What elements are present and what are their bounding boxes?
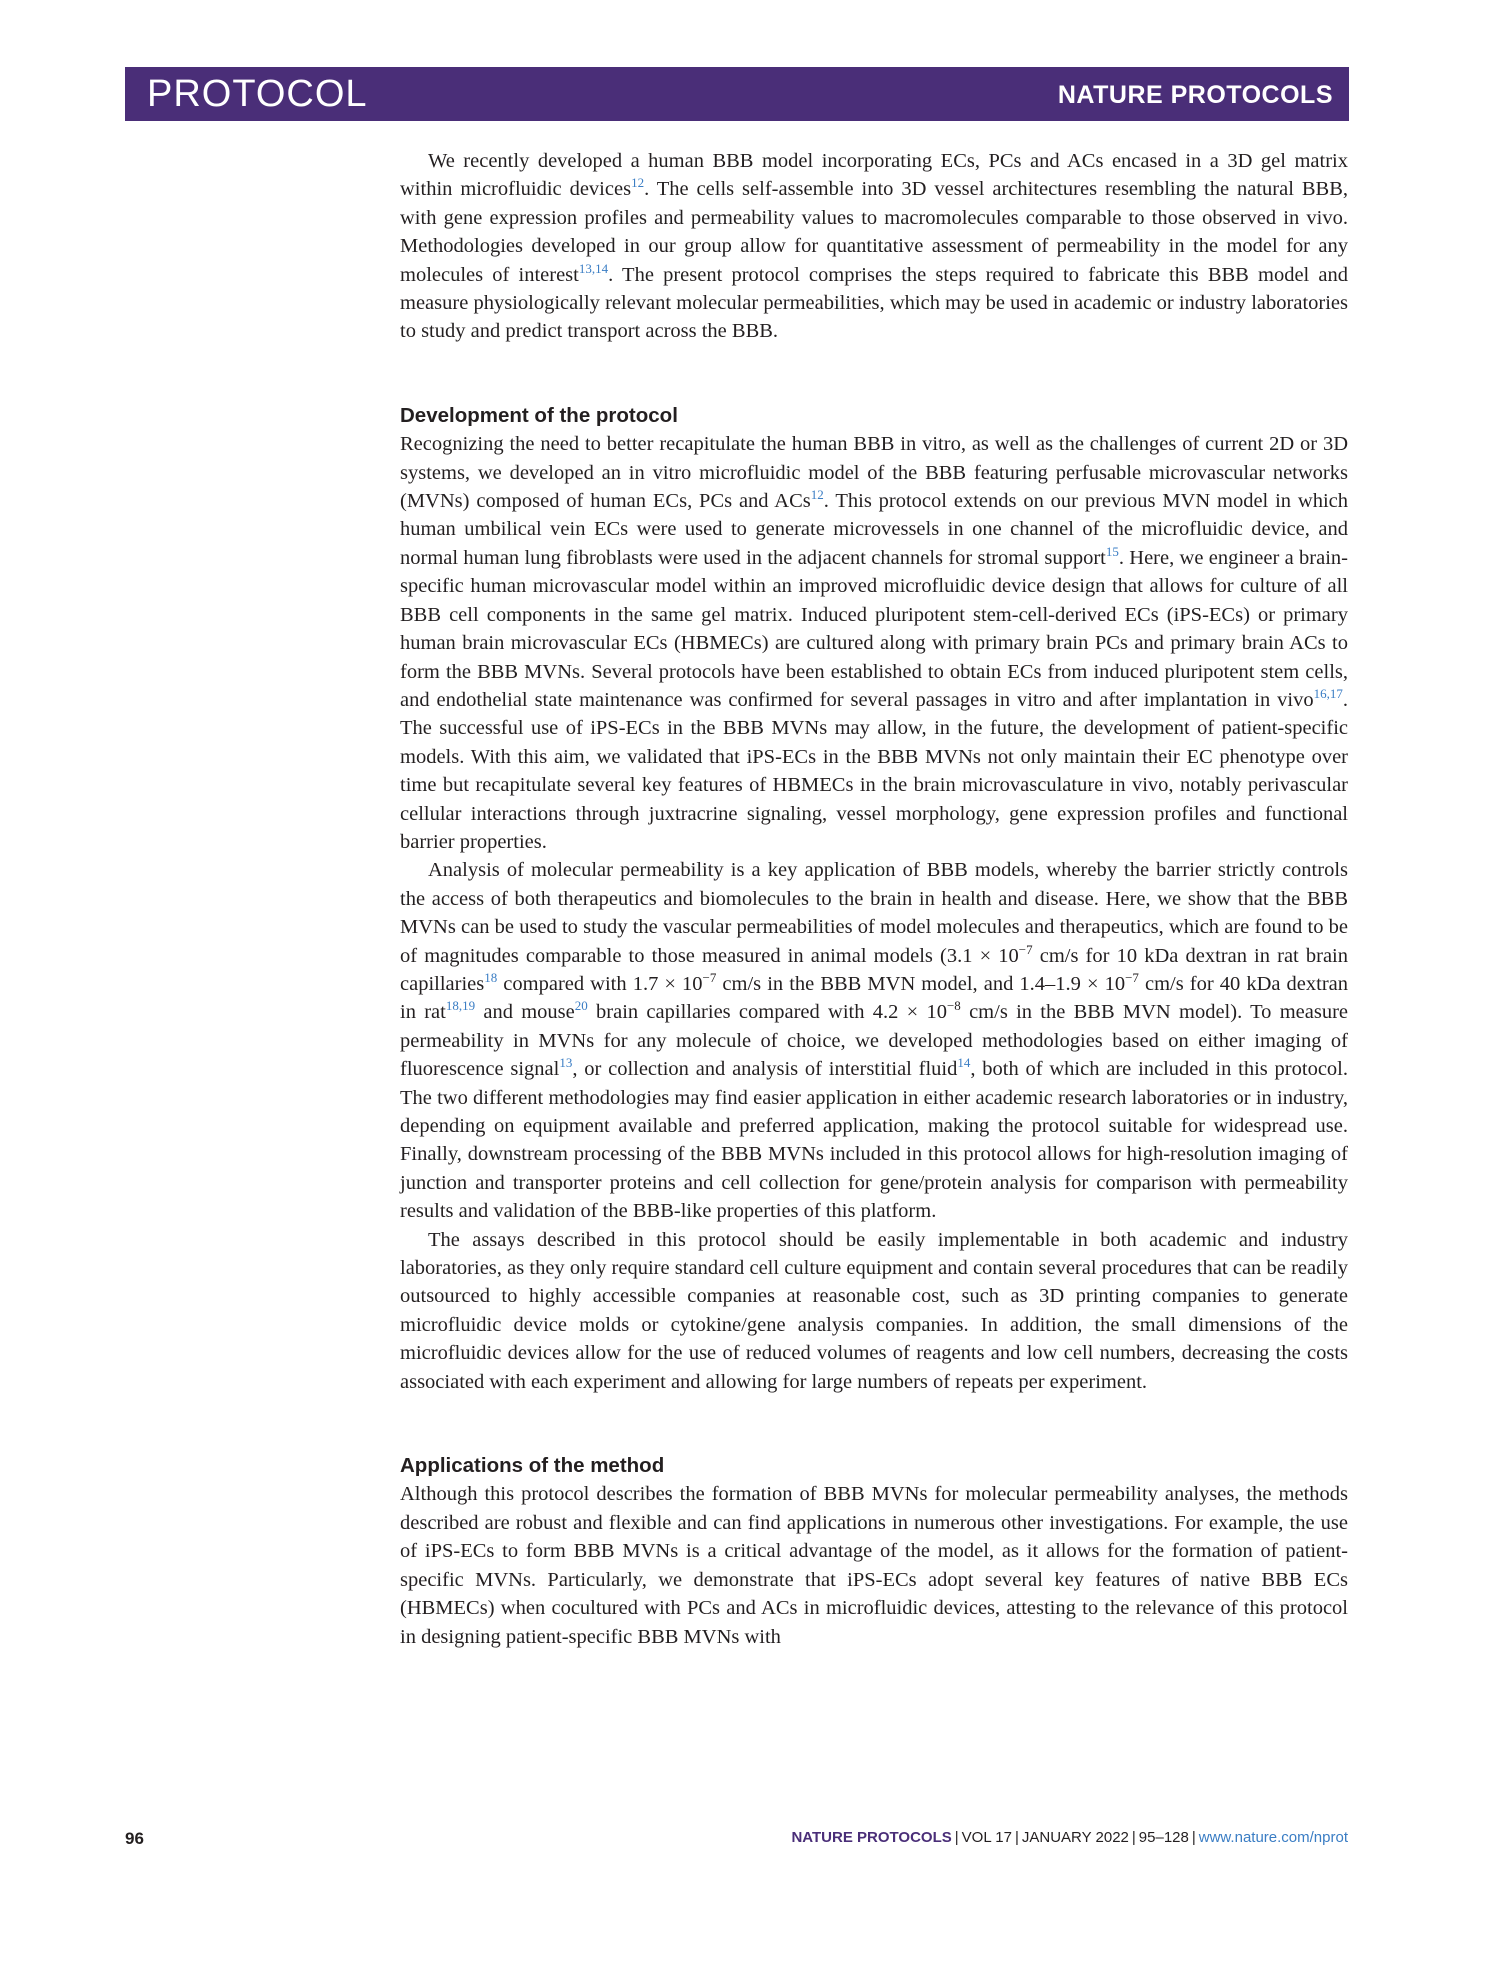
footer-journal: NATURE PROTOCOLS xyxy=(791,1829,952,1846)
citation-ref[interactable]: 15 xyxy=(1105,544,1119,560)
paragraph-development-2: Analysis of molecular permeability is a key application of BBB models, whereby the barrier strictly controls the access of both therapeutics and biomolecules to the brain in health and disease. Here, we show that the BBB MVNs can be used to study the vascular permeabilities of model molecules and therapeutics, which are found to be of magnitudes comparable to those measured in animal models ($3.1 \times 10^{-7}$ cm/s for 10 kDa dextran in rat brain capillaries$^{18}$ compared with $1.7 \times 10^{-7}$ cm/s in the BBB MVN model, and $1.4-1.9 \times 10^{-7}$ cm/s for 40 kDa dextran in rat$^{18,19}$ and mouse$^{20}$ brain capillaries compared with $4.2 \times 10^{-8}$ cm/s in the BBB MVN model). To measure permeability in MVNs for any molecule of choice, we developed methodologies based on either imaging of fluorescence signal$^{13}$, or collection and analysis of interstitial fluid$^{14}$, both of which are included in this protocol. The two different methodologies may find easier application in either academic research laboratories or in industry, depending on equipment available and preferred application, making the protocol suitable for widespread use. Finally, downstream processing of the BBB MVNs included in this protocol allows for high-resolution imaging of junction and transporter proteins and cell collection for gene/protein analysis for comparison with permeability results and validation of the BBB-like properties of this platform. xyxy=(400,859,1349,1223)
citation-ref[interactable]: 18,19 xyxy=(445,998,476,1014)
footer-volume: VOL 17 xyxy=(961,1829,1012,1846)
section-label: PROTOCOL xyxy=(147,73,368,115)
citation-ref[interactable]: 16,17 xyxy=(1313,686,1343,702)
paragraph-development-1: Recognizing the need to better recapitulate the human BBB in vitro, as well as the challenges of current 2D or 3D systems, we developed an in vitro microfluidic model of the BBB featuring perfusable microvascular networks (MVNs) composed of human ECs, PCs and ACs$^{12}$. This protocol extends on our previous MVN model in which human umbilical vein ECs were used to generate microvessels in one channel of the microfluidic device, and normal human lung fibroblasts were used in the adjacent channels for stromal support$^{15}$. Here, we engineer a brain-specific human microvascular model within an improved microfluidic device design that allows for culture of all BBB cell components in the same gel matrix. Induced pluripotent stem-cell-derived ECs (iPS-ECs) or primary human brain microvascular ECs (HBMECs) are cultured along with primary brain PCs and primary brain ACs to form the BBB MVNs. Several protocols have been established to obtain ECs from induced pluripotent stem cells, and endothelial state maintenance was confirmed for several passages in vitro and after implantation in vivo$^{16,17}$. The successful use of iPS-ECs in the BBB MVNs may allow, in the future, the development of patient-specific models. With this aim, we validated that iPS-ECs in the BBB MVNs not only maintain their EC phenotype over time but recapitulate several key features of HBMECs in the brain microvasculature in vivo, notably perivascular cellular interactions through juxtracrine signaling, vessel morphology, gene expression profiles and functional barrier properties. xyxy=(400,433,1349,853)
citation-ref[interactable]: 12 xyxy=(810,487,824,503)
footer-url-link[interactable]: www.nature.com/nprot xyxy=(1198,1829,1348,1846)
footer-date: JANUARY 2022 xyxy=(1021,1829,1129,1846)
section-heading-development: Development of the protocol xyxy=(400,403,678,427)
footer-citation: NATURE PROTOCOLS | VOL 17 | JANUARY 2022 | 95–128 | www.nature.com/nprot xyxy=(791,1829,1348,1846)
article-body xyxy=(400,147,1348,1651)
paragraph-development-3: The assays described in this protocol should be easily implementable in both academic and industry laboratories, as they only require standard cell culture equipment and contain several procedures that can be readily outsourced to highly accessible companies at reasonable cost, such as 3D printing companies to generate microfluidic device molds or cytokine/gene analysis companies. In addition, the small dimensions of the microfluidic devices allow for the use of reduced volumes of reagents and low cell numbers, decreasing the costs associated with each experiment and allowing for large numbers of repeats per experiment. xyxy=(400,1228,1348,1393)
footer-pages: 95–128 xyxy=(1138,1829,1189,1846)
section-heading-applications: Applications of the method xyxy=(400,1454,665,1478)
citation-ref[interactable]: 20 xyxy=(574,998,588,1014)
citation-ref[interactable]: 12 xyxy=(631,175,645,191)
citation-ref[interactable]: 13,14 xyxy=(578,260,609,276)
paragraph-applications-1: Although this protocol describes the formation of BBB MVNs for molecular permeability analyses, the methods described are robust and flexible and can find applications in numerous other investigations. For example, the use of iPS-ECs to form BBB MVNs is a critical advantage of the model, as it allows for the formation of patient-specific MVNs. Particularly, we demonstrate that iPS-ECs adopt several key features of native BBB ECs (HBMECs) when cocultured with PCs and ACs in microfluidic devices, attesting to the relevance of this protocol in designing patient-specific BBB MVNs with xyxy=(400,1483,1348,1648)
citation-ref[interactable]: 14 xyxy=(957,1055,971,1071)
citation-ref[interactable]: 13 xyxy=(559,1055,573,1071)
journal-name: NATURE PROTOCOLS xyxy=(1057,81,1333,109)
citation-ref[interactable]: 18 xyxy=(484,970,498,986)
page-number: 96 xyxy=(125,1829,144,1848)
paragraph-intro: We recently developed a human BBB model incorporating ECs, PCs and ACs encased in a 3D gel matrix within microfluidic devices$^{12}$. The cells self-assemble into 3D vessel architectures resembling the natural BBB, with gene expression profiles and permeability values to macromolecules comparable to those observed in vivo. Methodologies developed in our group allow for quantitative assessment of permeability in the model for any molecules of interest$^{13,14}$. The present protocol comprises the steps required to fabricate this BBB model and measure physiologically relevant molecular permeabilities, which may be used in academic or industry laboratories to study and predict transport across the BBB. xyxy=(400,150,1349,343)
header-bar xyxy=(125,67,1349,121)
